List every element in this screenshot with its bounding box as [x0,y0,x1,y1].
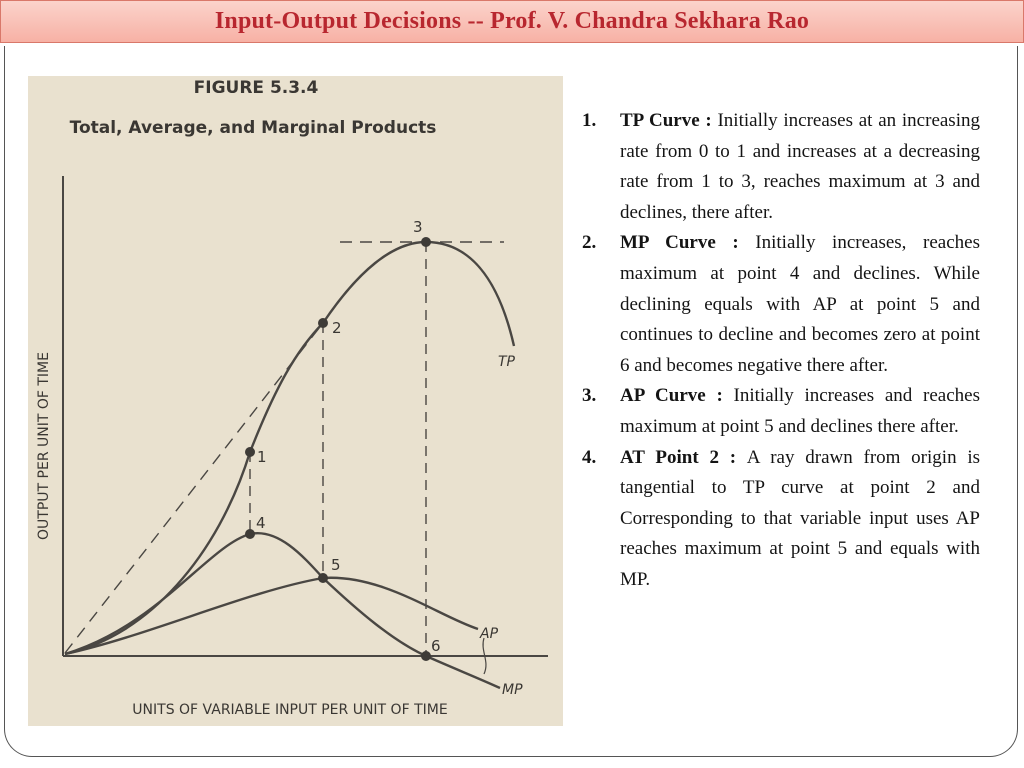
x-axis-label: UNITS OF VARIABLE INPUT PER UNIT OF TIME [132,702,448,718]
explanation-list [582,106,980,596]
item-heading: TP Curve : [620,110,718,131]
ap-label: AP [480,626,499,642]
point-1-marker [245,447,255,457]
point-4-label: 4 [256,514,266,532]
figure-caption: FIGURE 5.3.4 [193,78,319,98]
figure-panel [28,76,563,726]
item-number: 1. [582,110,597,131]
ap-curve [65,578,478,654]
explanation-panel [582,106,980,596]
point-3-label: 3 [413,218,423,236]
item-number: 3. [582,385,597,407]
tp-curve [65,242,514,654]
y-axis-label: OUTPUT PER UNIT OF TIME [36,352,52,540]
item-heading: AP Curve : [620,385,734,407]
tp-label: TP [498,354,515,370]
item-heading: AT Point 2 : [620,446,747,468]
list-item [582,228,980,381]
point-6-marker [421,651,431,661]
point-3-marker [421,237,431,247]
item-number: 2. [582,232,597,254]
figure-subtitle: Total, Average, and Marginal Products [69,118,437,138]
list-item [582,381,980,442]
item-heading: MP Curve : [620,232,756,254]
slide-title: Input-Output Decisions -- Prof. V. Chandra Sekhara Rao [214,8,810,34]
point-1-label: 1 [257,448,267,466]
point-5-label: 5 [331,556,341,574]
list-item [582,106,980,228]
production-curves-diagram [28,76,563,726]
ray-from-origin [65,323,323,653]
item-text: Initially increases and reaches maximum at point 5 and declines there after. [620,385,980,437]
list-item [582,443,980,596]
item-text: Initially increases at an increasing rate from 0 to 1 and increases at a decreasing rate from 1 to 3, reaches maximum at 3 and declines, there after. [620,110,980,223]
item-number: 4. [582,446,597,468]
item-text: Initially increases, reaches maximum at point 4 and declines. While declining equals with AP at point 5 and continues to decline and becomes zero at point 6 and becomes negative there after. [620,232,980,376]
title-bar [0,0,1024,43]
point-5-marker [318,573,328,583]
point-6-label: 6 [431,637,441,655]
mp-label: MP [502,682,523,698]
point-2-marker [318,318,328,328]
item-text: A ray drawn from origin is tangential to TP curve at point 2 and Corresponding to that variable input uses AP reaches maximum at point 5 and equals with MP. [620,446,981,590]
point-2-label: 2 [332,319,342,337]
point-4-marker [245,529,255,539]
